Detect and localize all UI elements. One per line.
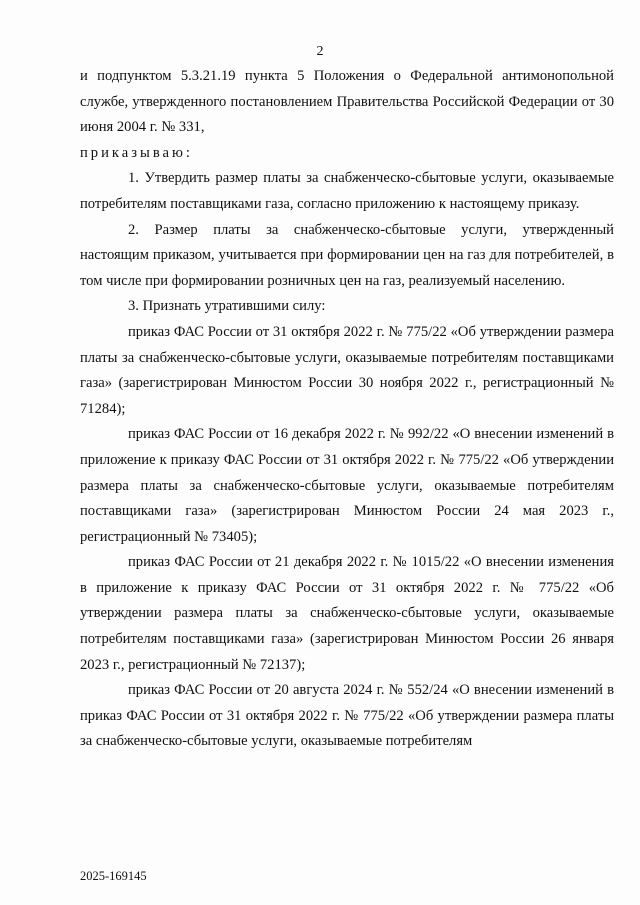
repealed-order-paragraph: приказ ФАС России от 20 августа 2024 г. № 552/24 «О внесении изменений в приказ ФАС России от 31 октября 2022 г. № 775/22 «Об утверждении размера платы за снабженческо-сбытовые услуги, оказываемые потребителям (80, 682, 614, 750)
item-paragraph: 2. Размер платы за снабженческо-сбытовые услуги, утвержденный настоящим приказом, учитывается при формировании цен на газ для потребителей, в том числе при формировании розничных цен на газ, реализуемый населению. (80, 221, 614, 289)
document-body (80, 64, 614, 755)
intro-paragraph: и подпунктом 5.3.21.19 пункта 5 Положения о Федеральной антимонопольной службе, утвержденного постановлением Правительства Российской Федерации от 30 июня 2004 г. № 331, (80, 68, 614, 136)
item-paragraph: 1. Утвердить размер платы за снабженческо-сбытовые услуги, оказываемые потребителям поставщиками газа, согласно приложению к настоящему приказу. (80, 170, 614, 212)
item-paragraph: 3. Признать утратившими силу: (128, 298, 326, 315)
repealed-order-paragraph: приказ ФАС России от 21 декабря 2022 г. № 1015/22 «О внесении изменения в приложение к приказу ФАС России от 31 октября 2022 г. № 775/22 «Об утверждении размера платы за снабженческо-сбытовые услуги, оказываемые потребителям поставщиками газа» (зарегистрирован Минюстом России 26 января 2023 г., регистрационный № 72137); (80, 554, 614, 673)
repealed-order-paragraph: приказ ФАС России от 31 октября 2022 г. № 775/22 «Об утверждении размера платы за снабженческо-сбытовые услуги, оказываемые потребителям поставщиками газа» (зарегистрирован Минюстом России 30 ноября 2022 г., регистрационный № 71284); (80, 323, 614, 417)
repealed-order-paragraph: приказ ФАС России от 16 декабря 2022 г. № 992/22 «О внесении изменений в приложение к приказу ФАС России от 31 октября 2022 г. № 775/22 «Об утверждении размера платы за снабженческо-сбытовые услуги, оказываемые потребителям поставщиками газа» (зарегистрирован Минюстом России 24 мая 2023 г., регистрационный № 73405); (80, 426, 614, 545)
order-word: приказываю: (80, 144, 193, 161)
page-number: 2 (316, 44, 324, 59)
document-code: 2025-169145 (80, 869, 147, 883)
